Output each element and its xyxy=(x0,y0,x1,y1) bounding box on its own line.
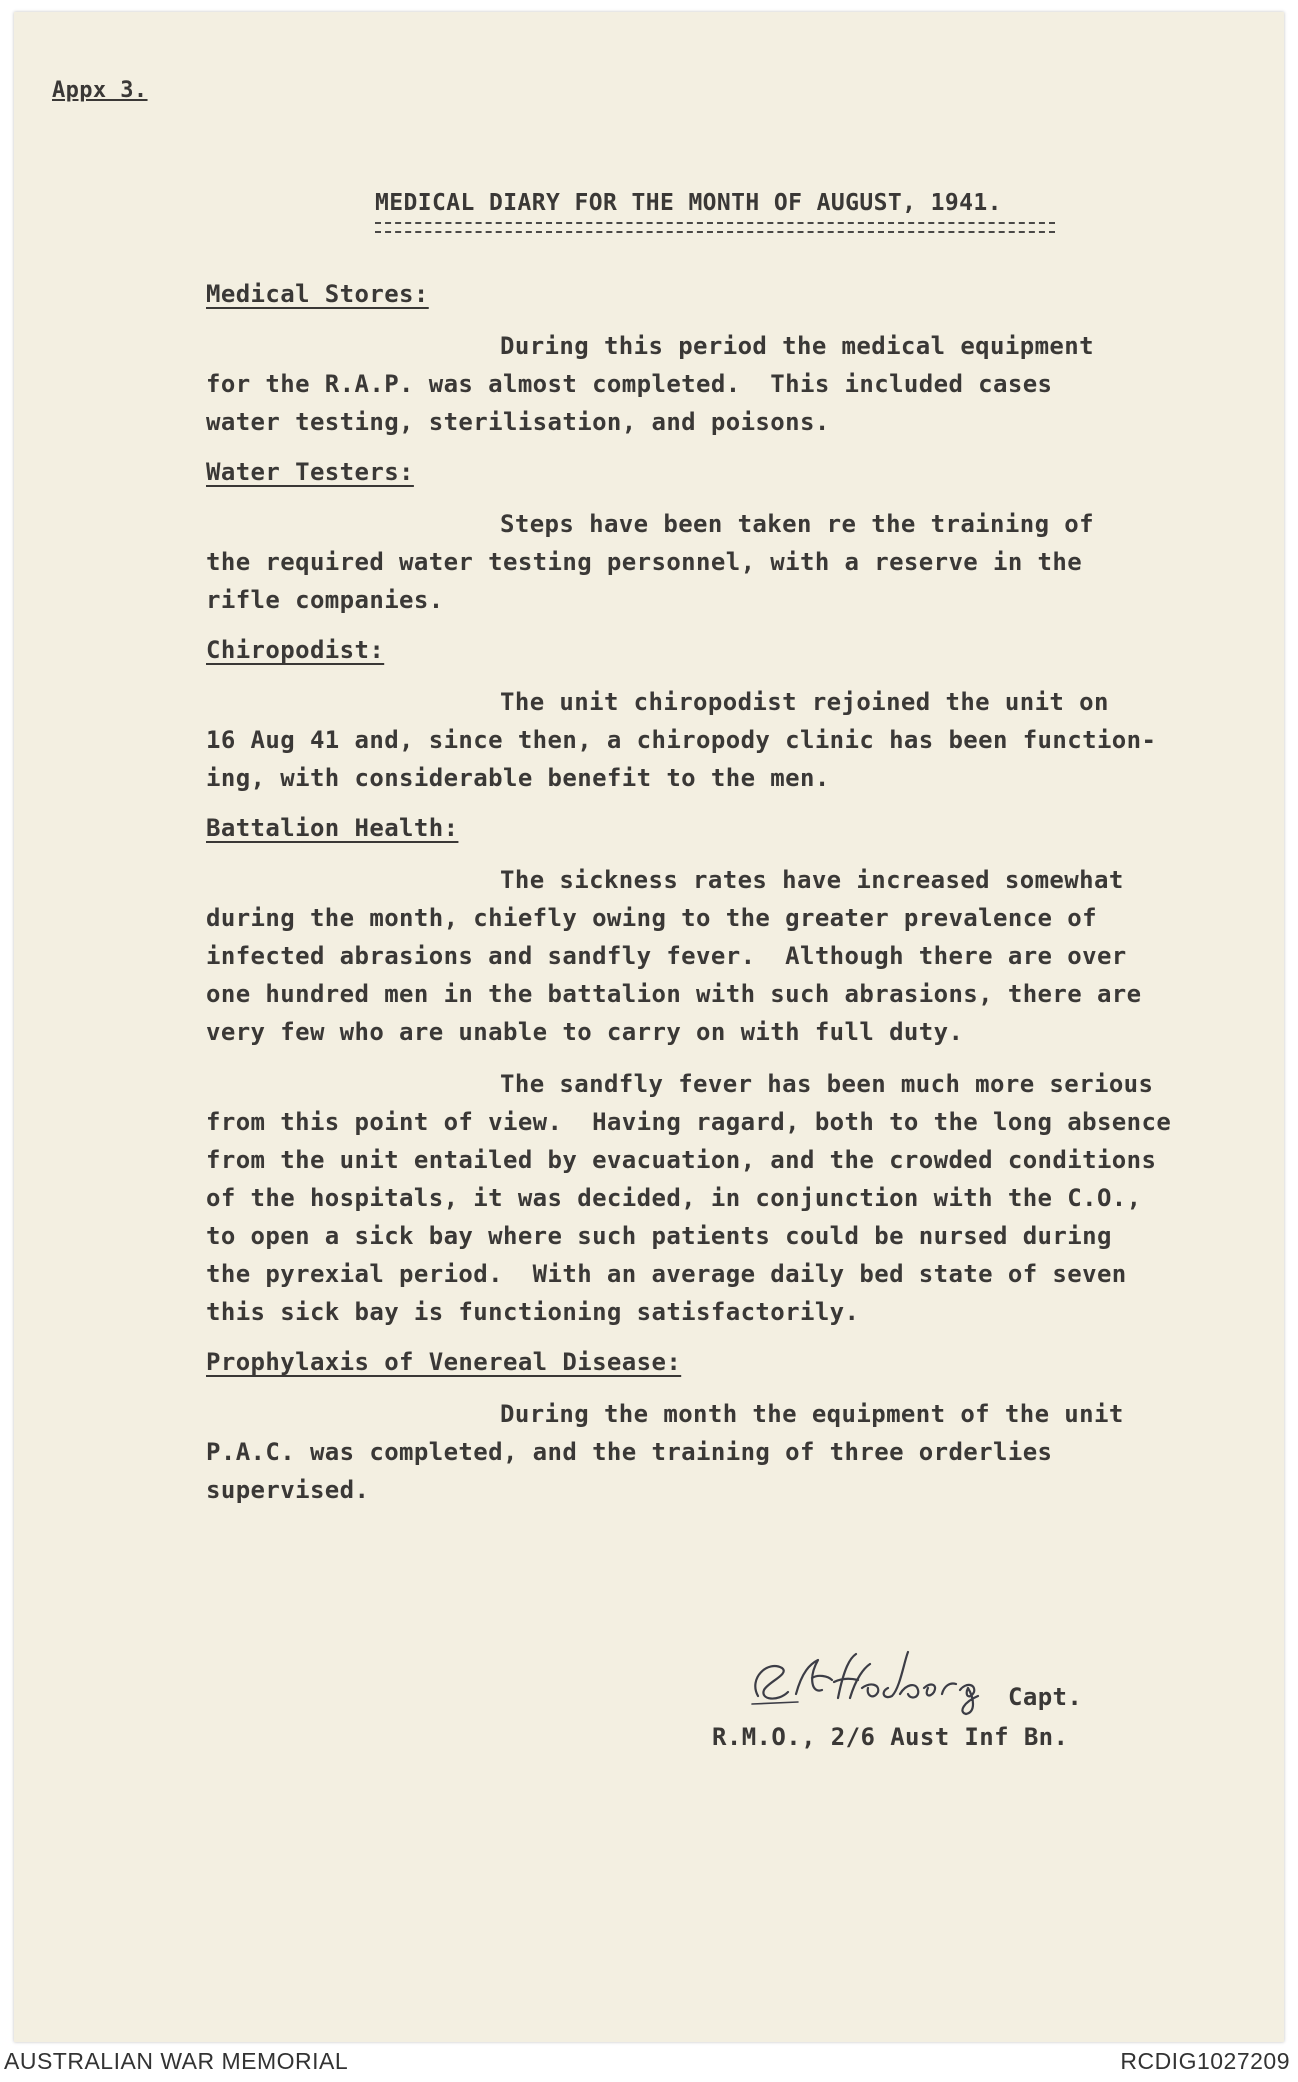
text-line: During this period the medical equipment xyxy=(500,332,1094,360)
heading-water-testers: Water Testers: xyxy=(206,458,414,486)
heading-chiropodist: Chiropodist: xyxy=(206,636,385,664)
text-line: this sick bay is functioning satisfactorily. xyxy=(206,1298,860,1326)
heading-battalion-health: Battalion Health: xyxy=(206,814,459,842)
text-line: 16 Aug 41 and, since then, a chiropody clinic has been function- xyxy=(206,726,1157,754)
signatory-unit: R.M.O., 2/6 Aust Inf Bn. xyxy=(712,1723,1069,1751)
text-line: from this point of view. Having ragard, both to the long absence xyxy=(206,1108,1172,1136)
text-line: ing, with considerable benefit to the men. xyxy=(206,764,830,792)
text-line: P.A.C. was completed, and the training of three orderlies xyxy=(206,1438,1053,1466)
text-line: to open a sick bay where such patients could be nursed during xyxy=(206,1222,1112,1250)
text-line: for the R.A.P. was almost completed. This included cases xyxy=(206,370,1053,398)
text-line: The sandfly fever has been much more serious xyxy=(500,1070,1154,1098)
heading-medical-stores: Medical Stores: xyxy=(206,280,429,308)
text-line: very few who are unable to carry on with full duty. xyxy=(206,1018,964,1046)
text-line: of the hospitals, it was decided, in conjunction with the C.O., xyxy=(206,1184,1142,1212)
text-line: the required water testing personnel, with a reserve in the xyxy=(206,548,1083,576)
text-line: one hundred men in the battalion with such abrasions, there are xyxy=(206,980,1142,1008)
page-title: MEDICAL DIARY FOR THE MONTH OF AUGUST, 1941. xyxy=(375,190,1002,216)
handwritten-signature xyxy=(738,1638,1008,1718)
title-double-underline xyxy=(375,222,1055,233)
text-line: rifle companies. xyxy=(206,586,444,614)
text-line: during the month, chiefly owing to the greater prevalence of xyxy=(206,904,1097,932)
heading-prophylaxis: Prophylaxis of Venereal Disease: xyxy=(206,1348,682,1376)
text-line: from the unit entailed by evacuation, and the crowded conditions xyxy=(206,1146,1157,1174)
footer-id: RCDIG1027209 xyxy=(1120,2048,1290,2074)
text-line: Steps have been taken re the training of xyxy=(500,510,1094,538)
footer-source: AUSTRALIAN WAR MEMORIAL xyxy=(4,2048,349,2074)
appendix-label: Appx 3. xyxy=(52,78,148,103)
text-line: water testing, sterilisation, and poisons. xyxy=(206,408,830,436)
text-line: the pyrexial period. With an average daily bed state of seven xyxy=(206,1260,1127,1288)
signatory-rank: Capt. xyxy=(1008,1683,1083,1711)
text-line: During the month the equipment of the unit xyxy=(500,1400,1124,1428)
text-line: infected abrasions and sandfly fever. Although there are over xyxy=(206,942,1127,970)
text-line: The unit chiropodist rejoined the unit on xyxy=(500,688,1109,716)
text-line: The sickness rates have increased somewhat xyxy=(500,866,1124,894)
text-line: supervised. xyxy=(206,1476,370,1504)
